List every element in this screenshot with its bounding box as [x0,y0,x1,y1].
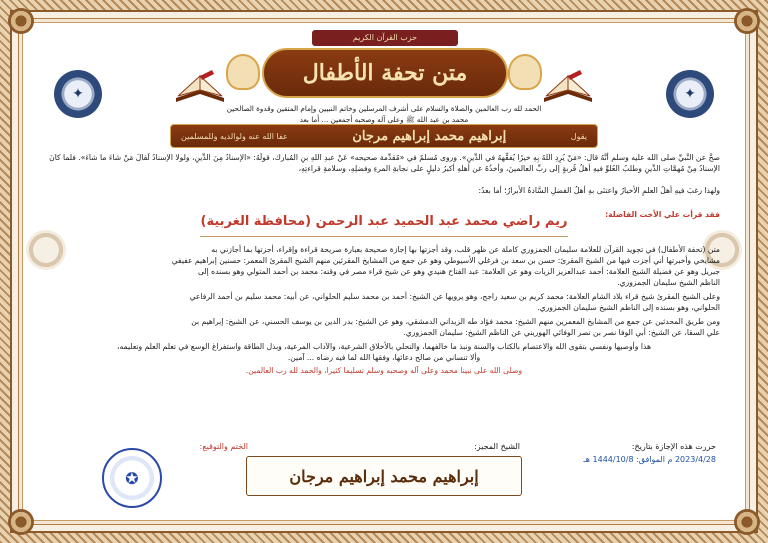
divider [200,236,568,237]
banner-sheikh-name: إبراهيم محمد إبراهيم مرجان [352,128,507,144]
corner-ornament-icon [8,509,34,535]
title-emblem-icon [226,54,260,90]
document-title: متن تحفة الأطفال [302,60,468,86]
greeting-line-2: محمد بن عبد الله ﷺ وعلى آله وصحبه أجمعين ... أما بعد [299,115,469,124]
sheikh-name-banner [170,124,598,148]
banner-tail: عفا الله عنه ولوالديه وللمسلمين [181,131,288,141]
corner-ornament-icon [734,8,760,34]
stamp-label: الختم والتوقيع: [199,442,248,451]
quran-book-icon [540,68,596,106]
signature-text: إبراهيم محمد إبراهيم مرجان [289,466,479,486]
body-line-10: وألا تنساني من صالح دعائها، وفقها الله لما فيه رضاه ... آمين. [287,353,481,362]
intro-paragraph-1: صحَّ عن النَّبيِّ صلى الله عليه وسلم أنَّهُ قال: «مَنْ يُرِدِ اللهُ بِهِ خيرًا يُفقِّههُ في الدِّينِ». وروى مُسلمٌ في «مُقدِّمة صحيحه» عَنْ عبدِ اللهِ بنِ المُبارك، قولَهُ: «الإسنادُ مِنَ الدِّينِ، ولولا الإسنادُ لَقالَ مَنْ شاءَ ما شاءَ». فلما كانَ الإسنادُ مِنْ مُهمَّاتِ الدِّينِ وطلبُ العُلوِّ فيهِ أهلُ قُربةٍ إلى ربِّ العالمينَ، وأخذُهُ عن أهلهِ أكبرُ دليلٍ على نجابةِ المرءِ وفضلِهِ، وسلامةِ قراءتِهِ، [49,153,720,173]
body-line-6: الحلواني، وهو بسنده إلى الناظم الشيخ سليمان الجمزوري. [537,303,720,312]
body-line-5: وعلى الشيخ المقرئ شيخ قراء بلاد الشام العلامة: محمد كريم بن سعيد راجح، وهو يرويها عن الشيخ: أحمد بن محمد سليم الحلواني، عن أبيه: محمد سليم بن أحمد الرفاعي [189,292,720,301]
body-line-3: جبريل وهو عن فضيلة الشيخ العلامة: أحمد عبدالعزيز الزيات وهو عن العلامة: عبد الفتاح هنيدي وهو عن شيخ قراء مصر في وقته: محمد بن أحمد المتولي وهو بسنده إلى [198,267,720,276]
intro-paragraph-2: ولهذا رغبَ فيهِ أهلُ العلمِ الأخيارُ واعتنَى بهِ أهلُ الفضلِ السَّادةُ الأبرارُ؛ أما بعدُ: [478,186,720,195]
stamp-seal-icon: ✪ [102,448,162,508]
title-cartouche [262,48,508,98]
right-medallion-icon: ✦ [666,70,714,118]
recipient-label: فقد قرأت علي الأخت الفاضلة: [605,210,720,219]
date-label: حررت هذه الإجازة بتاريخ: [631,442,716,451]
left-medallion-icon: ✦ [54,70,102,118]
signature-box [246,456,522,496]
corner-ornament-icon [734,509,760,535]
date-value: 2023/4/28 م الموافق: 1444/10/8 هـ [583,455,716,464]
title-emblem-icon [508,54,542,90]
body-line-1: متن (تحفة الأطفال) في تجويد القرآن للعلامة سليمان الجمزوري كاملة عن ظهر قلب، وقد أجزتها بها إجازة صحيحة بعبارة صريحة قراءة وإقراء، أجزتها بما أجازني به [211,245,720,254]
body-line-11: وصلى الله على نبينا محمد وعلى آله وصحبه وسلم تسليما كثيرا، والحمد لله رب العالمين. [245,366,523,375]
banner-lead: يقول [570,131,587,141]
body-line-4: الناظم الشيخ سليمان الجمزوري. [617,278,720,287]
greeting-line-1: الحمد لله رب العالمين والصلاة والسلام على أشرف المرسلين وخاتم النبيين وإمام المتقين وقدوة الصالحين [226,104,542,113]
body-line-2: مشايخي وأخبرتها أني أجزت فيها من الشيخ المقرئ: حسن بن سعد بن فرغلي الأسيوطي وهو عن جمع من المشايخ المقرئين منهم الشيخ المقرئ المعمر: حسنين إبراهيم عفيفي [171,256,720,265]
body-line-7: ومن طريق المحدثين عن جمع من المشايخ المعمرين منهم الشيخ: محمد فؤاد طه الزيداني الدمشقي، وهو عن الشيخ: بدر الدين بن يوسف الحسني، عن الشيخ: إبراهيم بن [191,317,720,326]
quran-book-icon [172,68,228,106]
header-ribbon: حزب القرآن الكريم [312,30,458,46]
corner-ornament-icon [8,8,34,34]
sheikh-label: الشيخ المجيز: [474,442,520,451]
body-line-9: هذا وأوصيها ونفسي بتقوى الله والاعتصام بالكتاب والسنة ونبذ ما خالفهما، والتحلي بالأخلاق الشرعية، والآداب المرعية، وبذل الطاقة واستفراغ الوسع في تعلم العلم وتعليمه، [117,342,651,351]
body-line-8: علي السقا، عن الشيخ: أبي الوفا نصر بن نصر الوفائي الهوريني عن الناظم الشيخ: سليمان الجمزوري. [403,328,720,337]
recipient-name: ريم راضي محمد عبد الحميد عبد الرحمن (محافظة الغربية) [200,214,568,229]
